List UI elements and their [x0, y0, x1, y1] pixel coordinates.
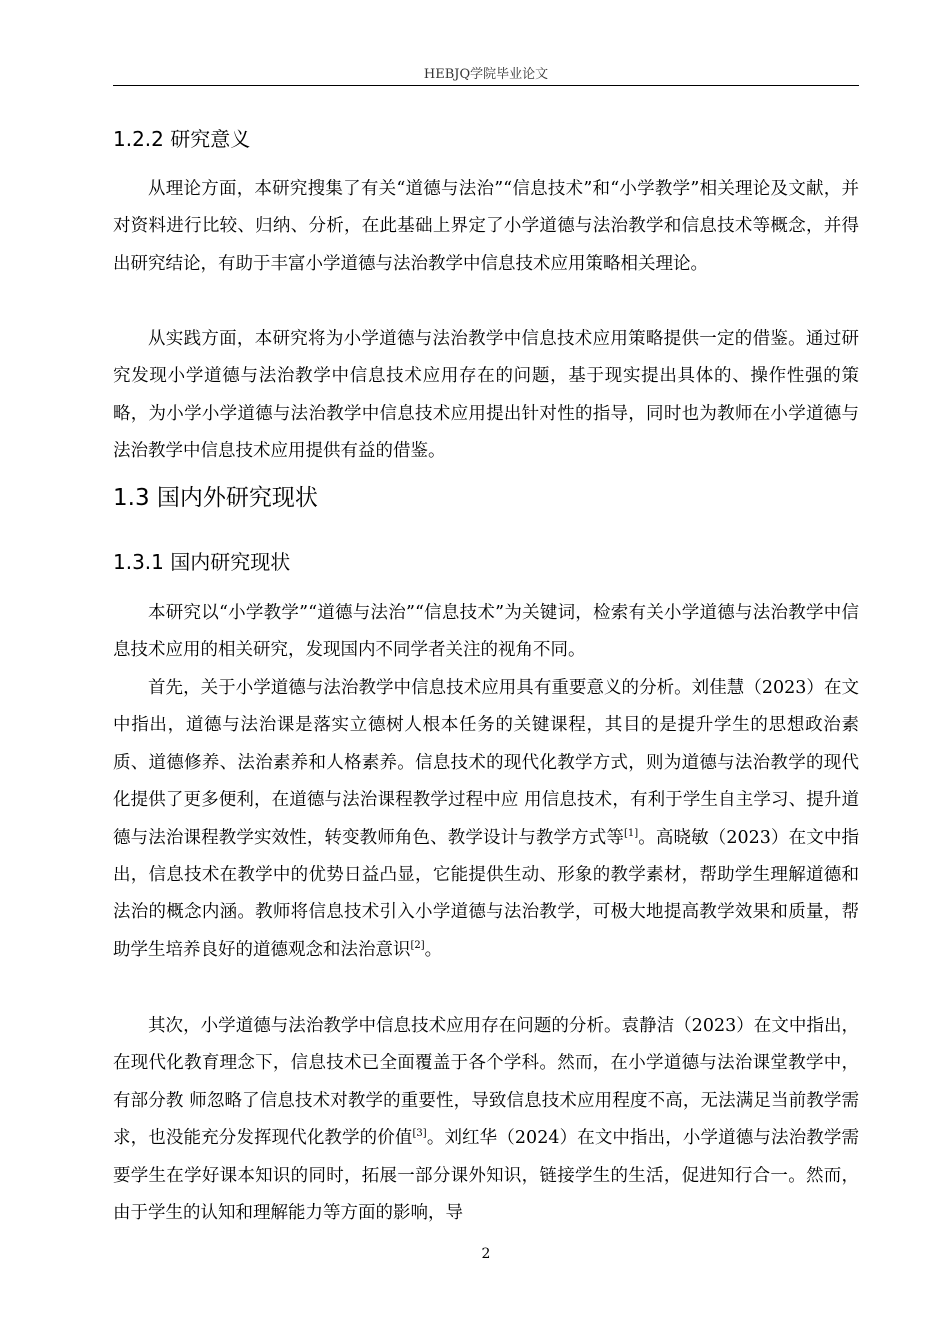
page-number: 2: [481, 1246, 491, 1262]
section-heading-1-3: 1.3 国内外研究现状: [113, 485, 318, 511]
paragraph-text: 其次，小学道德与法治教学中信息技术应用存在问题的分析。袁静洁（2023）在文中指出，在现代化教育理念下，信息技术已全面覆盖于各个学科。然而，在小学道德与法治课堂教学中，有部分教 师忽略了信息技术对教学的重要性，导致信息技术应用程度不高，无法满足当前教学需求，也没能充分发挥现代化教学的价值: [113, 1016, 859, 1149]
header-rule: [113, 85, 859, 86]
citation-2: [2]: [410, 940, 425, 952]
paragraph-theory: 从理论方面，本研究搜集了有关“道德与法治”“信息技术”和“小学教学”相关理论及文献，并对资料进行比较、归纳、分析，在此基础上界定了小学道德与法治教学和信息技术等概念，并得出研究结论，有助于丰富小学道德与法治教学中信息技术应用策略相关理论。: [113, 179, 859, 274]
paragraph-text: 。刘红华（2024）在文中指出，小学道德与法治教学需要学生在学好课本知识的同时，拓展一部分课外知识，链接学生的生活，促进知行合一。然而，由于学生的认知和理解能力等方面的影响，导: [113, 1128, 859, 1224]
paragraph-practice: 从实践方面，本研究将为小学道德与法治教学中信息技术应用策略提供一定的借鉴。通过研究发现小学道德与法治教学中信息技术应用存在的问题，基于现实提出具体的、操作性强的策略，为小学小学道德与法治教学中信息技术应用提出针对性的指导，同时也为教师在小学道德与法治教学中信息技术应用提供有益的借鉴。: [113, 329, 859, 462]
paragraph-text: 。高晓敏（2023）在文中指出，信息技术在教学中的优势日益凸显，它能提供生动、形象的教学素材，帮助学生理解道德和法治的概念内涵。教师将信息技术引入小学道德与法治教学，可极大地提高教学效果和质量，帮助学生培养良好的道德观念和法治意识: [113, 827, 859, 960]
paragraph-problems: [113, 1008, 859, 1232]
citation-3: [3]: [412, 1128, 427, 1140]
paragraph-text: 。: [424, 939, 443, 960]
running-header: HEBJQ学院毕业论文: [423, 67, 549, 82]
section-heading-1-2-2: 1.2.2 研究意义: [113, 127, 251, 151]
section-heading-1-3-1: 1.3.1 国内研究现状: [113, 550, 291, 574]
citation-1: [1]: [623, 827, 639, 839]
paragraph-significance: [113, 670, 859, 969]
paragraph-domestic-intro: 本研究以“小学教学”“道德与法治”“信息技术”为关键词，检索有关小学道德与法治教学中信息技术应用的相关研究，发现国内不同学者关注的视角不同。: [113, 603, 859, 661]
paragraph-text: 首先，关于小学道德与法治教学中信息技术应用具有重要意义的分析。刘佳慧（2023）在文中指出，道德与法治课是落实立德树人根本任务的关键课程，其目的是提升学生的思想政治素质、道德修养、法治素养和人格素养。信息技术的现代化教学方式，则为道德与法治教学的现代化提供了更多便利，在道德与法治课程教学过程中应 用信息技术，有利于学生自主学习、提升道德与法治课程教学实效性，转变教师角色、教学设计与教学方式等: [113, 678, 859, 848]
